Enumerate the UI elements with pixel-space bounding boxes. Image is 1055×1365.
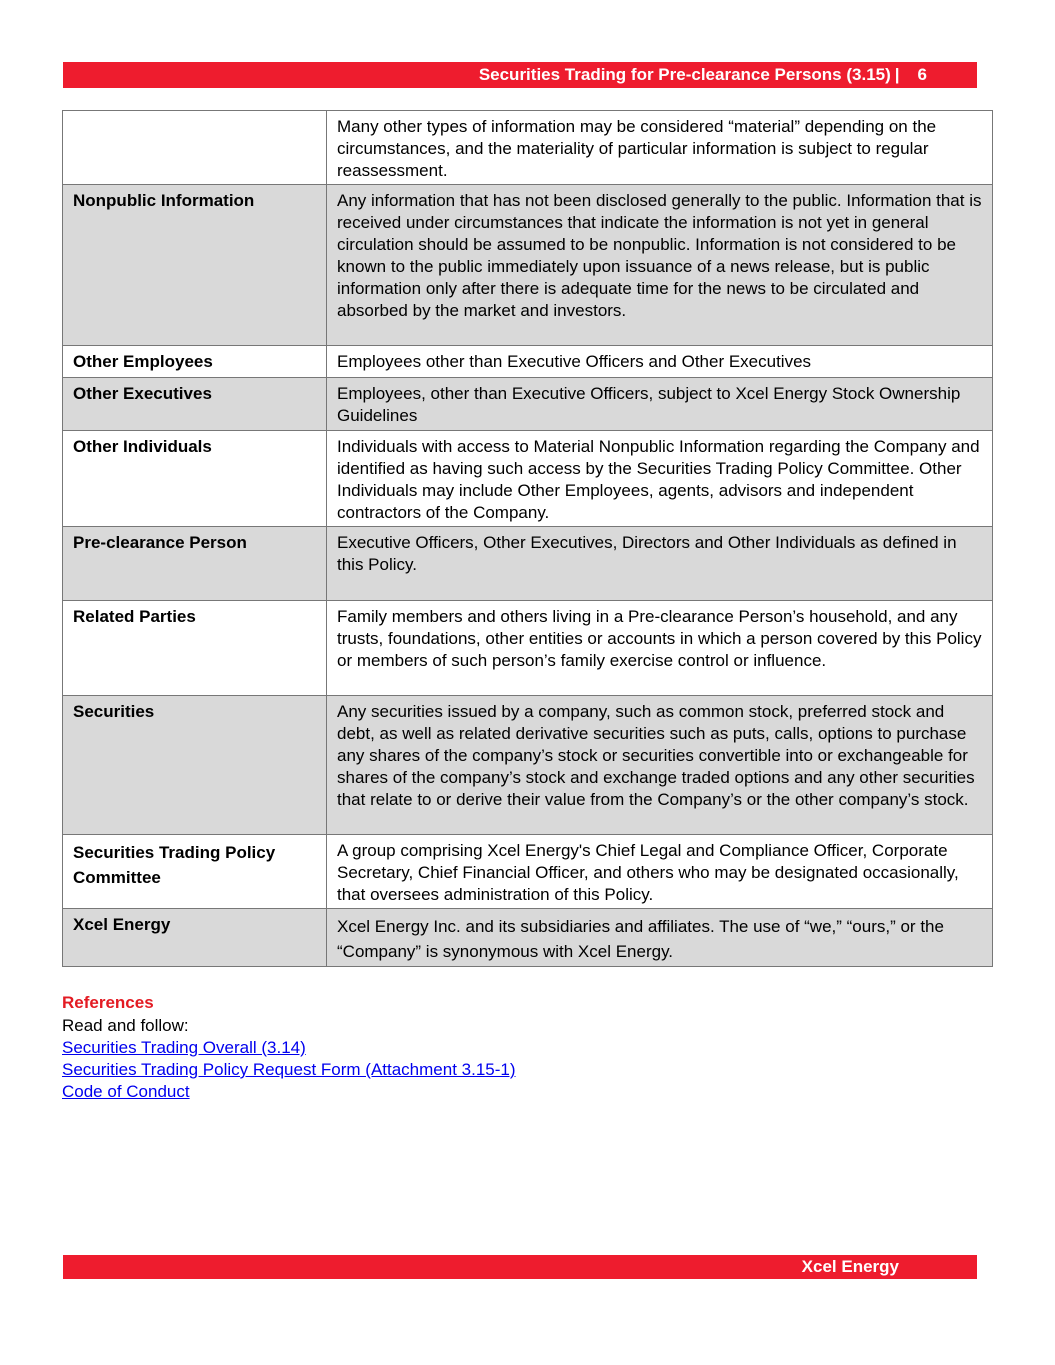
definition-text: Employees other than Executive Officers and Other Executives: [327, 346, 993, 378]
page-footer-bar: [63, 1255, 977, 1279]
definition-term: Xcel Energy: [63, 909, 327, 967]
page-number: 6: [917, 65, 927, 84]
definition-term: Securities Trading Policy Committee: [63, 835, 327, 909]
link-securities-trading-overall[interactable]: Securities Trading Overall (3.14): [62, 1038, 306, 1057]
definition-term: [63, 111, 327, 185]
references-section: [62, 992, 516, 1103]
definition-term: Other Employees: [63, 346, 327, 378]
definition-text: Xcel Energy Inc. and its subsidiaries and affiliates. The use of “we,” “ours,” or the “Company” is synonymous with Xcel Energy.: [327, 909, 993, 967]
table-row: [63, 601, 993, 696]
definition-text: Individuals with access to Material Nonpublic Information regarding the Company and identified as having such access by the Securities Trading Policy Committee. Other Individuals may include Other Employees, agents, advisors and independent contractors of the Company.: [327, 431, 993, 527]
definition-text: A group comprising Xcel Energy's Chief Legal and Compliance Officer, Corporate Secretary, Chief Financial Officer, and others who may be designated occasionally, that oversees administration of this Policy.: [327, 835, 993, 909]
footer-company-name: Xcel Energy: [801, 1257, 899, 1276]
definition-text: Any securities issued by a company, such as common stock, preferred stock and debt, as well as related derivative securities such as puts, calls, options to purchase any shares of the company’s stock or securities convertible into or exchangeable for shares of the company’s stock and exchange traded options and any other securities that relate to or derive their value from the Company’s or the other company’s stock.: [327, 696, 993, 835]
table-row: [63, 111, 993, 185]
definition-text: Family members and others living in a Pre-clearance Person’s household, and any trusts, foundations, other entities or accounts in which a person covered by this Policy or members of such person’s family exercise control or influence.: [327, 601, 993, 696]
definition-term: Pre-clearance Person: [63, 527, 327, 601]
link-request-form[interactable]: Securities Trading Policy Request Form (Attachment 3.15-1): [62, 1060, 516, 1079]
definition-term: Nonpublic Information: [63, 185, 327, 346]
header-separator: |: [894, 65, 900, 84]
table-row: [63, 431, 993, 527]
page-header-bar: [63, 62, 977, 88]
table-row: [63, 527, 993, 601]
table-row: [63, 378, 993, 431]
references-intro: Read and follow:: [62, 1016, 189, 1035]
table-row: [63, 696, 993, 835]
definition-term: Related Parties: [63, 601, 327, 696]
definition-term: Other Individuals: [63, 431, 327, 527]
table-row: [63, 185, 993, 346]
definition-text: Executive Officers, Other Executives, Directors and Other Individuals as defined in this Policy.: [327, 527, 993, 601]
table-row: [63, 346, 993, 378]
definition-term: Other Executives: [63, 378, 327, 431]
definition-text: Employees, other than Executive Officers, subject to Xcel Energy Stock Ownership Guidelines: [327, 378, 993, 431]
table-row: [63, 835, 993, 909]
references-heading: References: [62, 993, 154, 1012]
document-title: Securities Trading for Pre-clearance Persons (3.15): [478, 65, 891, 84]
table-row: [63, 909, 993, 967]
link-code-of-conduct[interactable]: Code of Conduct: [62, 1082, 190, 1101]
definition-term: Securities: [63, 696, 327, 835]
definition-text: Any information that has not been disclosed generally to the public. Information that is received under circumstances that indicate the information is not yet in general circulation should be assumed to be nonpublic. Information is not considered to be known to the public immediately upon issuance of a news release, but is public information only after there is adequate time for the news to be circulated and absorbed by the market and investors.: [327, 185, 993, 346]
definition-text: Many other types of information may be considered “material” depending on the circumstances, and the materiality of particular information is subject to regular reassessment.: [327, 111, 993, 185]
definitions-table: [62, 110, 993, 967]
